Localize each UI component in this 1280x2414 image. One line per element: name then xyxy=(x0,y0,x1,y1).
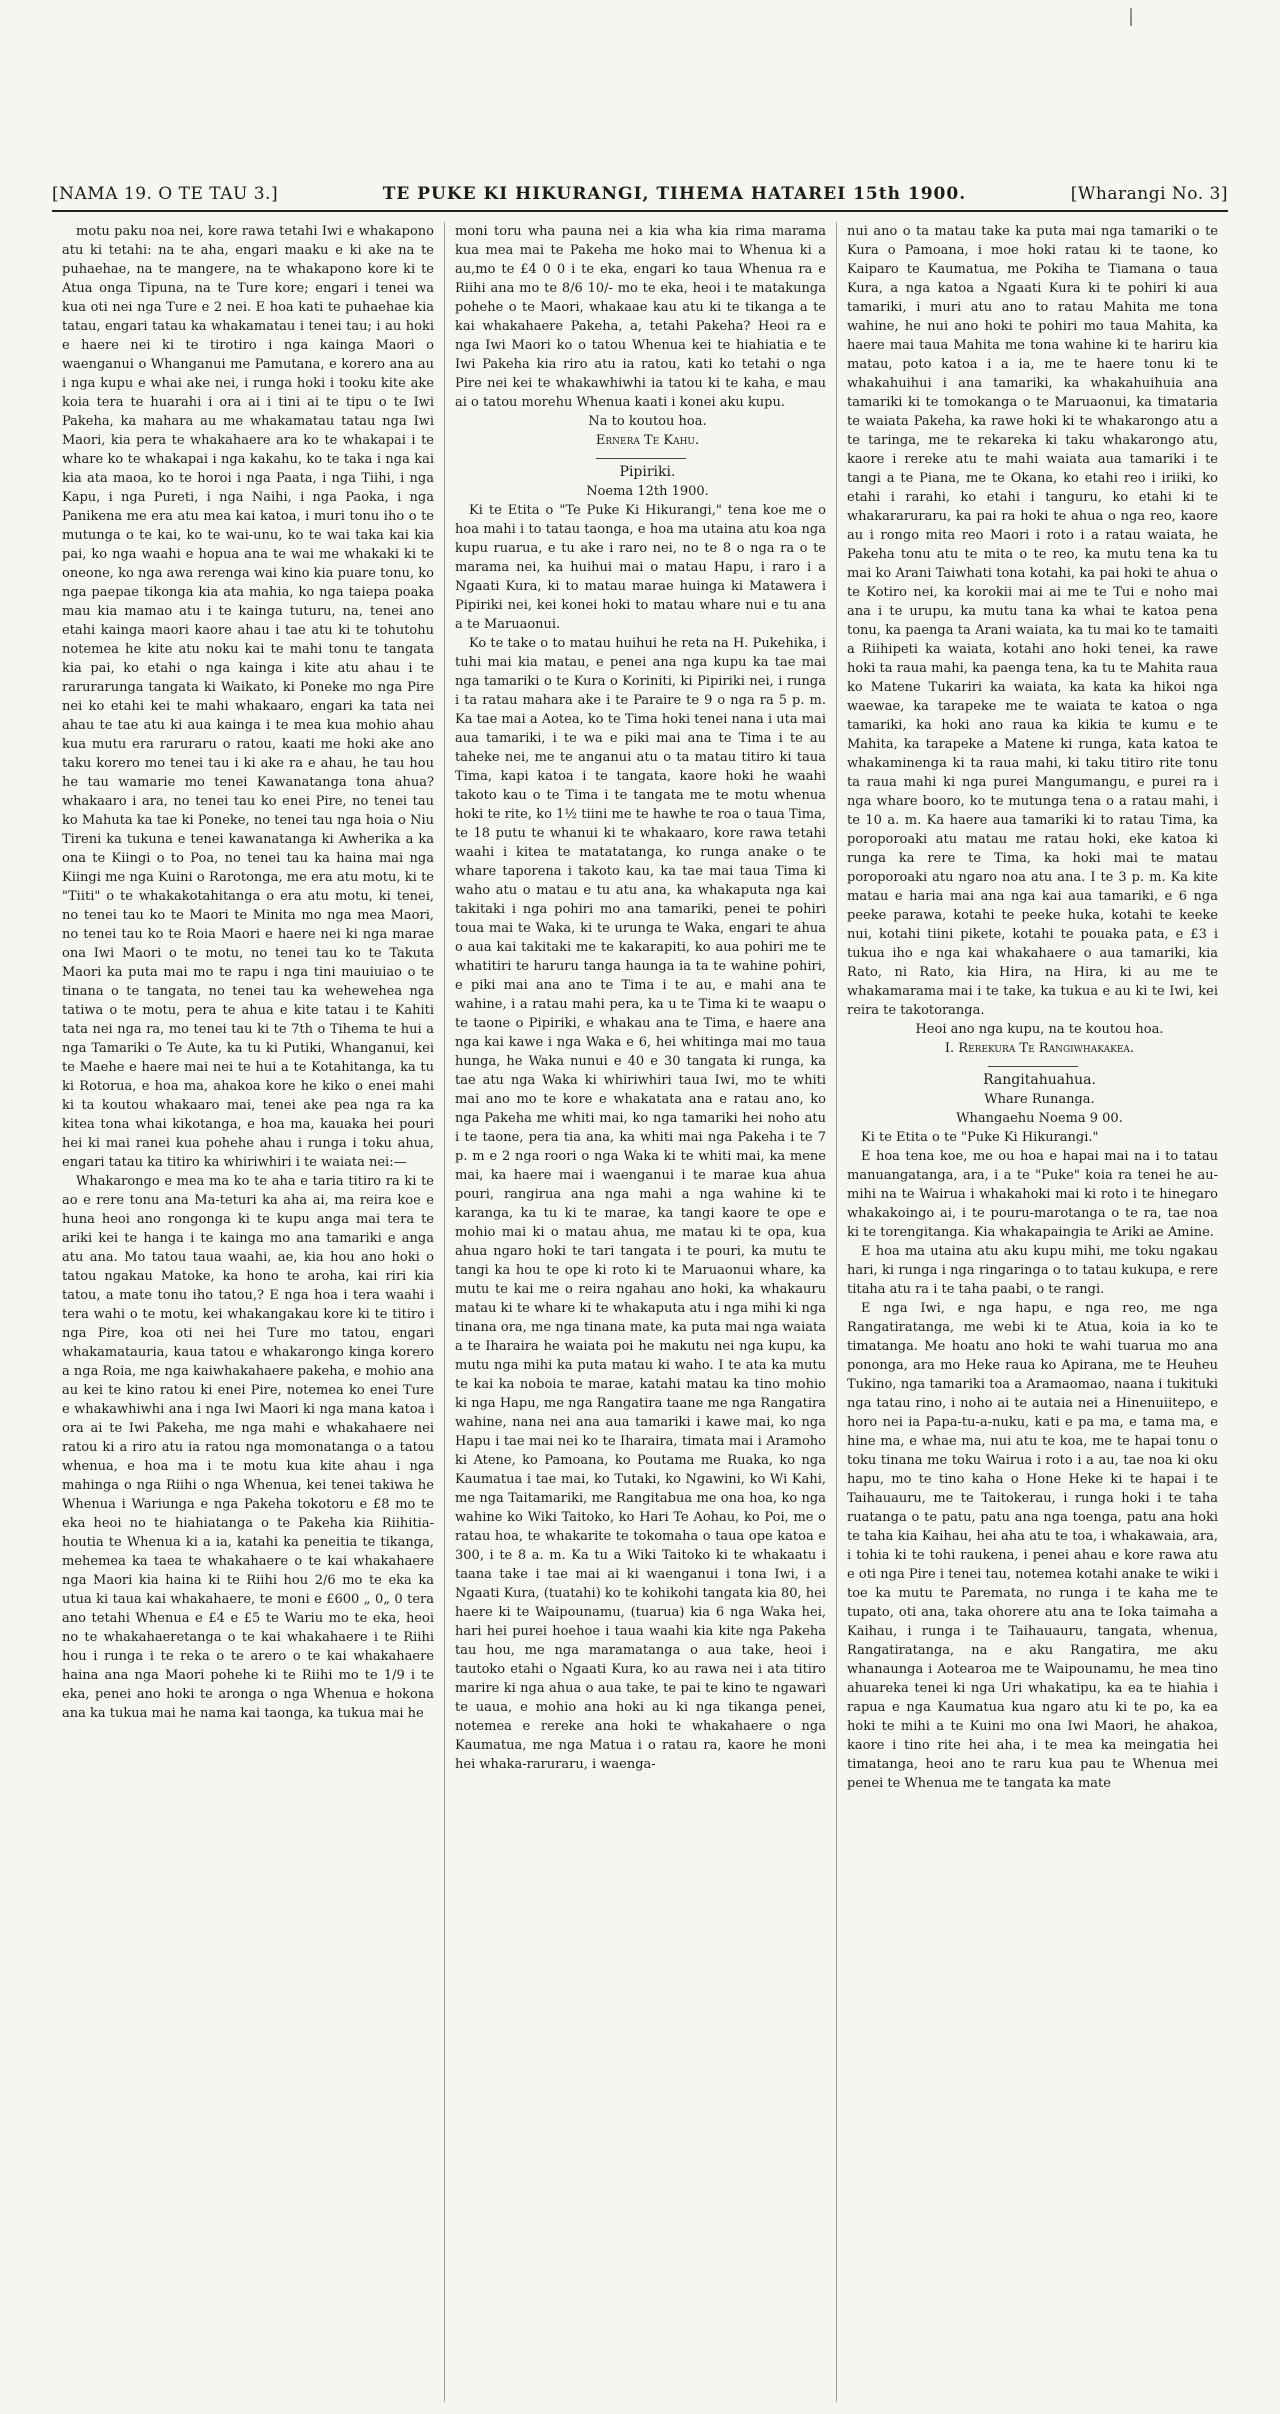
letter-2-paragraph-1: Ki te Etita o "Te Puke Ki Hikurangi," tena koe me o hoa mahi i to tatau taonga, e hoa ma utaina atu koa nga kupu ruarua, e tu ake i raro nei, no te 8 o nga ra o te marama nei, ka huihui mai o matau Hapu, i raro i a Ngaati Kura, ki to matau marae huinga ki Matawera i Pipiriki nei, kei konei hoki to matau whare nui e tu ana a te Maruaonui. xyxy=(455,503,826,632)
letter-2-date: Noema 12th 1900. xyxy=(586,484,709,499)
column-2 xyxy=(444,222,836,2402)
letter-2-signoff: Heoi ano nga kupu, na te koutou hoa. xyxy=(915,1022,1164,1037)
column-3 xyxy=(836,222,1228,2402)
letter-3-paragraph-3: E nga Iwi, e nga hapu, e nga reo, me nga Rangatiratanga, me webi ki te Atua, koia ia ko te timatanga. Me hoatu ano hoki te wahi tuarua mo ana pononga, ara mo Heke raua ko Apirana, me te Heuheu Tukino, nga tamariki toa a Aramaomao, naana i tukituki nga tatau rino, i noho ai te autaia nei a Hinenuiitepo, e horo nei ia Papa-tu-a-nuku, kati e pa ma, e tama ma, e hine ma, e whae ma, nui atu te koa, me te hapai tonu o toku tinana me toku Wairua i roto i a au, tae noa ki oku hapu, mo te tino kaha o Hone Heke ki te hapai i te Taihauauru, me te Taitokerau, i runga hoki i te taha ruatanga o te patu, patu ana nga toenga, patu ana hoki te taha kia Kaihau, hei aha atu te toa, i whakawaia, ara, i tohia ki te tohi raukena, i penei ahau e kore rawa atu e oti nga Pire i tenei tau, notemea kotahi anake te wiki i toe ka mutu te Paremata, no runga i te kaha me te tupato, oti ana, taka ohorere atu ana te Ioka taimaha a Kaihau, i runga i te Taihauauru, tangata, whenua, Rangatiratanga, na e aku Rangatira, me aku whanaunga i Aotearoa me te Waipounamu, he mea tino ahuareka tenei ki nga Uri whakatipu, ka ea te hiahia i rapua e nga Kaumatua kua ngaro atu ki te po, ka ea hoki te mihi a te Kuini mo ona Iwi Maori, he ahakoa, kaore i tino rite hei aha, i te mea ka meingatia hei timatanga, heoi ano te raru kua pau te Whenua mei penei te Whenua me te tangata ka mate xyxy=(847,1301,1218,1791)
letter-2-heading: Pipiriki. xyxy=(619,464,676,480)
columns xyxy=(52,222,1228,2402)
letter-1-author: Ernera Te Kahu. xyxy=(595,433,700,448)
letter-3-paragraph-1: E hoa tena koe, me ou hoa e hapai mai na i to tatau manuangatanga, ara, i a te "Puke" koia ra tenei he au-mihi na te Wairua i whakahoki mai ki roto i te hinegaro whakakoingo ai, i te pouru-marotanga o te ra, tae noa ki te torengitanga. Kia whakapaingia te Ariki ae Amine. xyxy=(847,1149,1218,1240)
column-1 xyxy=(52,222,444,2402)
letter-3-date: Whangaehu Noema 9 00. xyxy=(956,1111,1123,1126)
article-separator xyxy=(988,1066,1078,1067)
letter-2-paragraph-3: nui ano o ta matau take ka puta mai nga tamariki o te Kura o Pamoana, i moe hoki ratau ki te taone, ko Kaiparo te Kaumatua, me Pokiha te Tiamana o taua Kura, a nga katoa a Ngaati Kura ki te pohiri ki aua tamariki, i muri atu ano to ratau Mahita me tona wahine, he nui ano hoki te pohiri mo taua Mahita, ka haere mai taua Mahita me tona wahine ki te hariru kia matau, poto katoa i a ia, me te haere tonu ki te whakahuihui i ana tamariki, ka whakahuihuia ana tamariki ki te tomokanga o te Maruaonui, ka timataria te waiata Pakeha, ka rawe hoki ki te whakarongo atu a te taringa, me te rekareka ki taku whakarongo atu, kaore i rereke atu te mahi waiata aua tamariki i te tangi a te Piana, me te Okana, ko etahi reo i iriiki, ko etahi i rarahi, ko etahi i tanguru, ko etahi ki te whakararuraru, ka pai ra hoki te ahua o nga reo, kaore au i rongo mita reo Maori i roto i a ratau waiata, he Pakeha tonu atu te mita o te reo, ka mutu tena ka tu mai ko Arani Taiwhati tona kotahi, ka pai hoki te ahua o te Kotiro nei, ka korokii mai ai me te Tui e noho mai ana i te urupu, ka mutu tana ka whai te katoa pena tonu, ka paenga ta Arani waiata, ka tu mai ko te tamaiti a Riihipeti ka waiata, kotahi ano hoki tenei, ka rawe hoki ta raua mahi, ka paenga tena, ka tu te Mahita raua ko Matene Tukariri ka waiata, ka kata ka hikoi nga waewae, ka tarapeke me te waiata te katoa o nga tamariki, ka hoki ano raua ka kikia te kumu e te Mahita, ka tarapeke a Matene ki runga, kata katoa te whakaminenga ki ta raua mahi, ki taku titiro rite tonu ta raua mahi ki nga purei Mangumangu, e purei ra i nga whare booro, ko te mutunga tena o a ratau mahi, i te 10 a. m. Ka haere aua tamariki ki to ratau Tima, ka poroporoaki atu matau me ratau hoki, eke katoa ki runga ka rere te Tima, ka hoki mai te matau poroporoaki atu ngaro noa atu ana. I te 3 p. m. Ka kite matau e haria mai ana nga kai aua tamariki, e 6 nga peeke parawa, kotahi te peeke huka, kotahi te keeke nui, kotahi tiini pikete, kotahi te pouaka pata, e £3 i tukua iho e nga kai whakahaere o aua tamariki, kia Rato, ni Rato, kia Hira, na Hira, ki au me te whakamarama mai i te take, ka tukua e au ki te Iwi, kei reira te takotoranga. xyxy=(847,224,1218,1018)
letter-1-paragraph-1: motu paku noa nei, kore rawa tetahi Iwi e whakapono atu ki tetahi: na te aha, engari maaku e ki ake na te puhaehae, na te mangere, na te whakapono kore ki te Atua onga Tipuna, na te Ture kore; engari i tenei wa kua oti nei nga Ture e 2 nei. E hoa kati te puhaehae kia tatau, engari tatau ka whakamatau i tenei tau; i au hoki e haere nei ki te tirotiro i nga kainga Maori o waenganui o Whanganui me Pamutana, e korero ana au i nga kupu e whai ake nei, i runga hoki i tooku kite ake koia tera te huarahi i ora ai i tini ai te tipu o te Iwi Pakeha, ka mahara au me whakamatau tatau nga Iwi Maori, kia pera te whakahaere ara ko te whakapai i te whare ko te whakapai i nga kakahu, ko te taka i nga kai kia ata maoa, ko te horoi i nga Paata, i nga Tiihi, i nga Kapu, i nga Pureti, i nga Naihi, i nga Paoka, i nga Panikena me era atu mea kai katoa, i muri tonu iho o te mutunga o te kai, ko te wai-unu, ko te wai taka kai kia pai, ko nga waahi e hopua ana te wai me whakaki ki te oneone, ko nga awa rerenga wai kino kia puare tonu, ko nga paepae tikonga kia ata mahia, ko nga taiepa poaka mau kia mamao atu i te kainga tuturu, na, tenei ano etahi kainga maori kaore ahau i tae atu ki te tohutohu notemea he kite atu noku kai te mahi tonu te tangata kia pai, ko etahi o nga kainga i kite atu ahau i te rarurarunga tangata ki Waikato, ki Poneke mo nga Pire nei ko etahi kei te mahi whakaaro, engari ka tata nei ahau te tae atu ki aua kainga i te mea kua mohio ahau kua mutu era raruraru o ratou, kaati me hoki ake ano taku korero mo tenei tau i ki ake ra e ahau, he tau hou he tau wamarie mo tenei Kawanatanga tona ahua? whakaaro i ara, no tenei tau ko enei Pire, no tenei tau ko Mahuta ka tae ki Poneke, no tenei tau nga hoia o Niu Tireni ka tukuna e tenei kawanatanga ki Awherika a ka ona te Kiingi o to Poa, no tenei tau ka haina mai nga Kiingi me nga Kuini o Rarotonga, me era atu motu, ki te "Tiiti" o te whakakotahitanga o era atu motu, ki tenei, no tenei tau ko te Maori te Minita mo nga mea Maori, no tenei tau ko te Roia Maori e haere nei ki nga marae ona Iwi Maori o te motu, no tenei tau ko te Takuta Maori ka puta mai mo te rapu i nga tini mauiuiao o te tinana o te tangata, no tenei tau ka wehewehea nga tatiwa o te motu, pera te ahua e kite tatau i te Kahiti tata nei nga ra, mo tenei tau ki te 7th o Tihema te hui a nga Tamariki o Te Aute, ka tu ki Putiki, Whanganui, kei te Maehe e haere mai nei te hui a te Kotahitanga, ka tu ki Rotorua, e hoa ma, ahakoa kore he kiko o enei mahi ki ta koutou whakaaro mai, tenei ake pea nga ra ka kitea tona whai kikotanga, e hoa ma, kauaka hei pouri hei ki mai ranei kua pohehe ahau i runga i toku ahua, engari tatau ka titiro ka whiriwhiri i te waiata nei:— xyxy=(62,224,434,1170)
letter-3-paragraph-2: E hoa ma utaina atu aku kupu mihi, me toku ngakau hari, ki runga i nga ringaringa o to tatau kukupa, e rere titaha atu ra i te taha paabi, o te rangi. xyxy=(847,1244,1218,1297)
article-separator xyxy=(596,458,686,459)
letter-1-signoff: Na to koutou hoa. xyxy=(588,414,707,429)
letter-2-author: I. Rerekura Te Rangiwhakakea. xyxy=(944,1041,1135,1056)
masthead xyxy=(52,170,1228,204)
masthead-rule xyxy=(52,210,1228,212)
issue-number: [NAMA 19. O TE TAU 3.] xyxy=(52,184,279,204)
letter-2-paragraph-2: Ko te take o to matau huihui he reta na H. Pukehika, i tuhi mai kia matau, e penei ana nga kupu ka tae mai nga tamariki o te Kura o Koriniti, ki Pipiriki nei, i runga i ta ratau mahara ake i te Paraire te 9 o nga ra 5 p. m. Ka tae mai a Aotea, ko te Tima hoki tenei nana i uta mai aua tamariki, i te wa e piki mai ana te Tima i te au taheke nei, me te anganui atu o ta matau titiro ki taua Tima, kapi katoa i te tangata, kaore hoki he waahi takoto kau o te Tima i te tangata me te motu whenua hoki te rite, ko 1½ tiini me te hawhe te roa o taua Tima, te 18 putu te whanui ki te whakaaro, kore rawa tetahi waahi i kitea te matatatanga, ko runga anake o te whare taporena i takoto kau, ka tae mai taua Tima ki waho atu o matau e tu atu ana, ka whakaputa nga kai takitaki i nga pohiri mo ana tamariki, penei te pohiri toua mai te Waka, ki te urunga te Waka, engari te ahua o aua kai takitaki me te kakarapiti, ko aua pohiri me te whatitiri te haruru tanga haunga ia ta te wahine pohiri, e piki mai ana ano te Tima i te au, e mahi ana te wahine, i a ratau mahi pera, ka u te Tima ki te waapu o te taone o Pipiriki, e whakau ana te Tima, e haere ana nga kai kawe i nga Waka e 6, hei whitinga mai mo taua hunga, he Waka nunui e 40 e 30 tangata ki runga, ka tae atu nga Waka ki whiriwhiri taua Iwi, mo te whiti mai ano mo te kore e whakatata ana e ratau ano, ko nga Pakeha me whiti mai, ko nga tamariki hei noho atu i te taone, pera tia ana, ka whiti mai nga Pakeha i te 7 p. m e 2 nga roori o nga Waka ki te whiti mai, ka mene mai, ka haere mai i waenganui i te marae kua ahua pouri, rangirua ana nga mahi a nga wahine ki te karanga, ka tu ki te marae, ka tangi kaore te ope e mohio mai ki o matau ahua, me matau ki te opa, kua ahua ngaro hoki te tari tangata i te pouri, ka mutu te tangi ka hou te ope ki roto ki te Maruaonui whare, ka mutu te kai me o reira ngahau ano hoki, ka whakauru matau ki te whare ki te whakaputa atu i nga mihi ki nga tinana ora, me nga tinana mate, ka puta mai nga waiata a te Iharaira he waiata poi he makutu nei nga kupu, ka mutu nga mihi ka puta matau ki waho. I te ata ka mutu te kai ka noboia te marae, katahi matau ka tino mohio ki nga Hapu, me nga Rangatira taane me nga Rangatira wahine, nana nei ana aua tamariki i kawe mai, ko nga Hapu i tae mai nei ko te Iharaira, timata mai i Aramoho ki Atene, ko Pamoana, ko Poutama me Ruaka, ko nga Kaumatua i tae mai, ko Tutaki, ko Ngawini, ko Wi Kahi, me nga Taitamariki, me Rangitabua me ona hoa, ko nga wahine ko Wiki Taitoko, ko Hari Te Aohau, ko Poi, me o ratau hoa, te whakarite te tokomaha o taua ope katoa e 300, i te 8 a. m. Ka tu a Wiki Taitoko ki te whakaatu i taana take i tae mai ai ki waenganui i tona Iwi, i a Ngaati Kura, (tuatahi) ko te kohikohi tangata kia 80, hei haere ki te Waipounamu, (tuarua) kia 6 nga Waka hei, hari hei purei hoehoe i taua waahi kia kite nga Pakeha tau hou, me nga maramatanga o aua take, heoi i tautoko etahi o Ngaati Kura, ko au rawa nei i ata titiro marire ki nga ahua o aua take, te pai te kino te ngawari te uaua, e mohio ana hoki au ki nga tikanga penei, notemea e rereke ana hoki te whakahaere o nga Kaumatua, me nga Matua i o ratau ra, kaore he moni hei whaka-raruraru, i waenga- xyxy=(455,636,826,1772)
letter-3-subheading: Whare Runanga. xyxy=(984,1092,1095,1107)
letter-3-salutation: Ki te Etita o te "Puke Ki Hikurangi." xyxy=(861,1130,1099,1145)
page-number: [Wharangi No. 3] xyxy=(1070,184,1228,204)
letter-3-heading: Rangitahuahua. xyxy=(983,1072,1096,1088)
letter-1-paragraph-3: moni toru wha pauna nei a kia wha kia rima marama kua mea mai te Pakeha me hoko mai to Whenua ki a au,mo te £4 0 0 i te eka, engari ko taua Whenua ra e Riihi ana mo te 8/6 10/- mo te eka, heoi i te matakunga pohehe o te Maori, whakaae kau atu ki te tikanga a te kai whakahaere Pakeha, a, tetahi Pakeha? Heoi ra e nga Iwi Maori ko o tatou Whenua kei te hiahiatia e te Iwi Pakeha kia riro atu ia ratou, kati ko tetahi o nga Pire nei kei te whakawhiwhi ia tatou ki te kaha, e mau ai o tatou morehu Whenua kaati i konei aku kupu. xyxy=(455,224,826,410)
newspaper-title: TE PUKE KI HIKURANGI, TIHEMA HATAREI 15th 1900. xyxy=(382,184,967,204)
top-edge-mark: | xyxy=(1128,6,1135,27)
letter-1-paragraph-2: Whakarongo e mea ma ko te aha e taria titiro ra ki te ao e rere tonu ana Ma-teturi ka aha ai, ma reira koe e huna heoi ano rongonga ki te kupu anga mai tera te ariki kei te hanga i te kainga mo ana tamariki e anga atu ana. Mo tatou taua waahi, ae, kia hou ano hoki o tatou ngakau Matoke, ka hono te aroha, kai riri kia tatou, a mate tonu iho tatou,? E nga hoa i tera waahi i tera wahi o te motu, kei whakangakau kore ki te titiro i nga Pire, koa oti nei hei Ture mo tatou, engari whakamatauria, kaua tatou e whakarongo kinga korero a nga Roia, me nga kaiwhakahaere pakeha, e mohio ana au kei te kino ratou ki enei Pire, notemea ko enei Ture e whakawhiwhi ana i nga Iwi Maori ki nga mana katoa i ora ai te Iwi Pakeha, me nga mahi e whakahaere nei ratou ki a riro atu ia ratou nga momonatanga o a tatou whenua, e hoa ma i te motu kua kite ahau i nga mahinga o nga Riihi o nga Whenua, kei tenei takiwa he Whenua i Wariunga e nga Pakeha tokotoru e £8 mo te eka heoi no te hiahiatanga o te Pakeha kia Riihitia-houtia te Whenua ki a ia, katahi ka peneitia te tikanga, mehemea ka taea te whakahaere o te kai whakahaere nga Maori kia haina ki te Riihi hou 2/6 mo te eka ka utua ki taua kai whakahaere, te moni e £600 „ 0„ 0 tera ano tetahi Whenua e £4 e £5 te Wariu mo te eka, heoi no te whakahaeretanga o te kai whakahaere i te Riihi hou i runga i te reka o te arero o te kai whakahaere haina ana nga Maori pohehe ki te Riihi mo te 1/9 i te eka, penei ano hoki te aronga o nga Whenua e hokona ana ka tukua mai he nama kai taonga, ka tukua mai he xyxy=(62,1174,434,1721)
